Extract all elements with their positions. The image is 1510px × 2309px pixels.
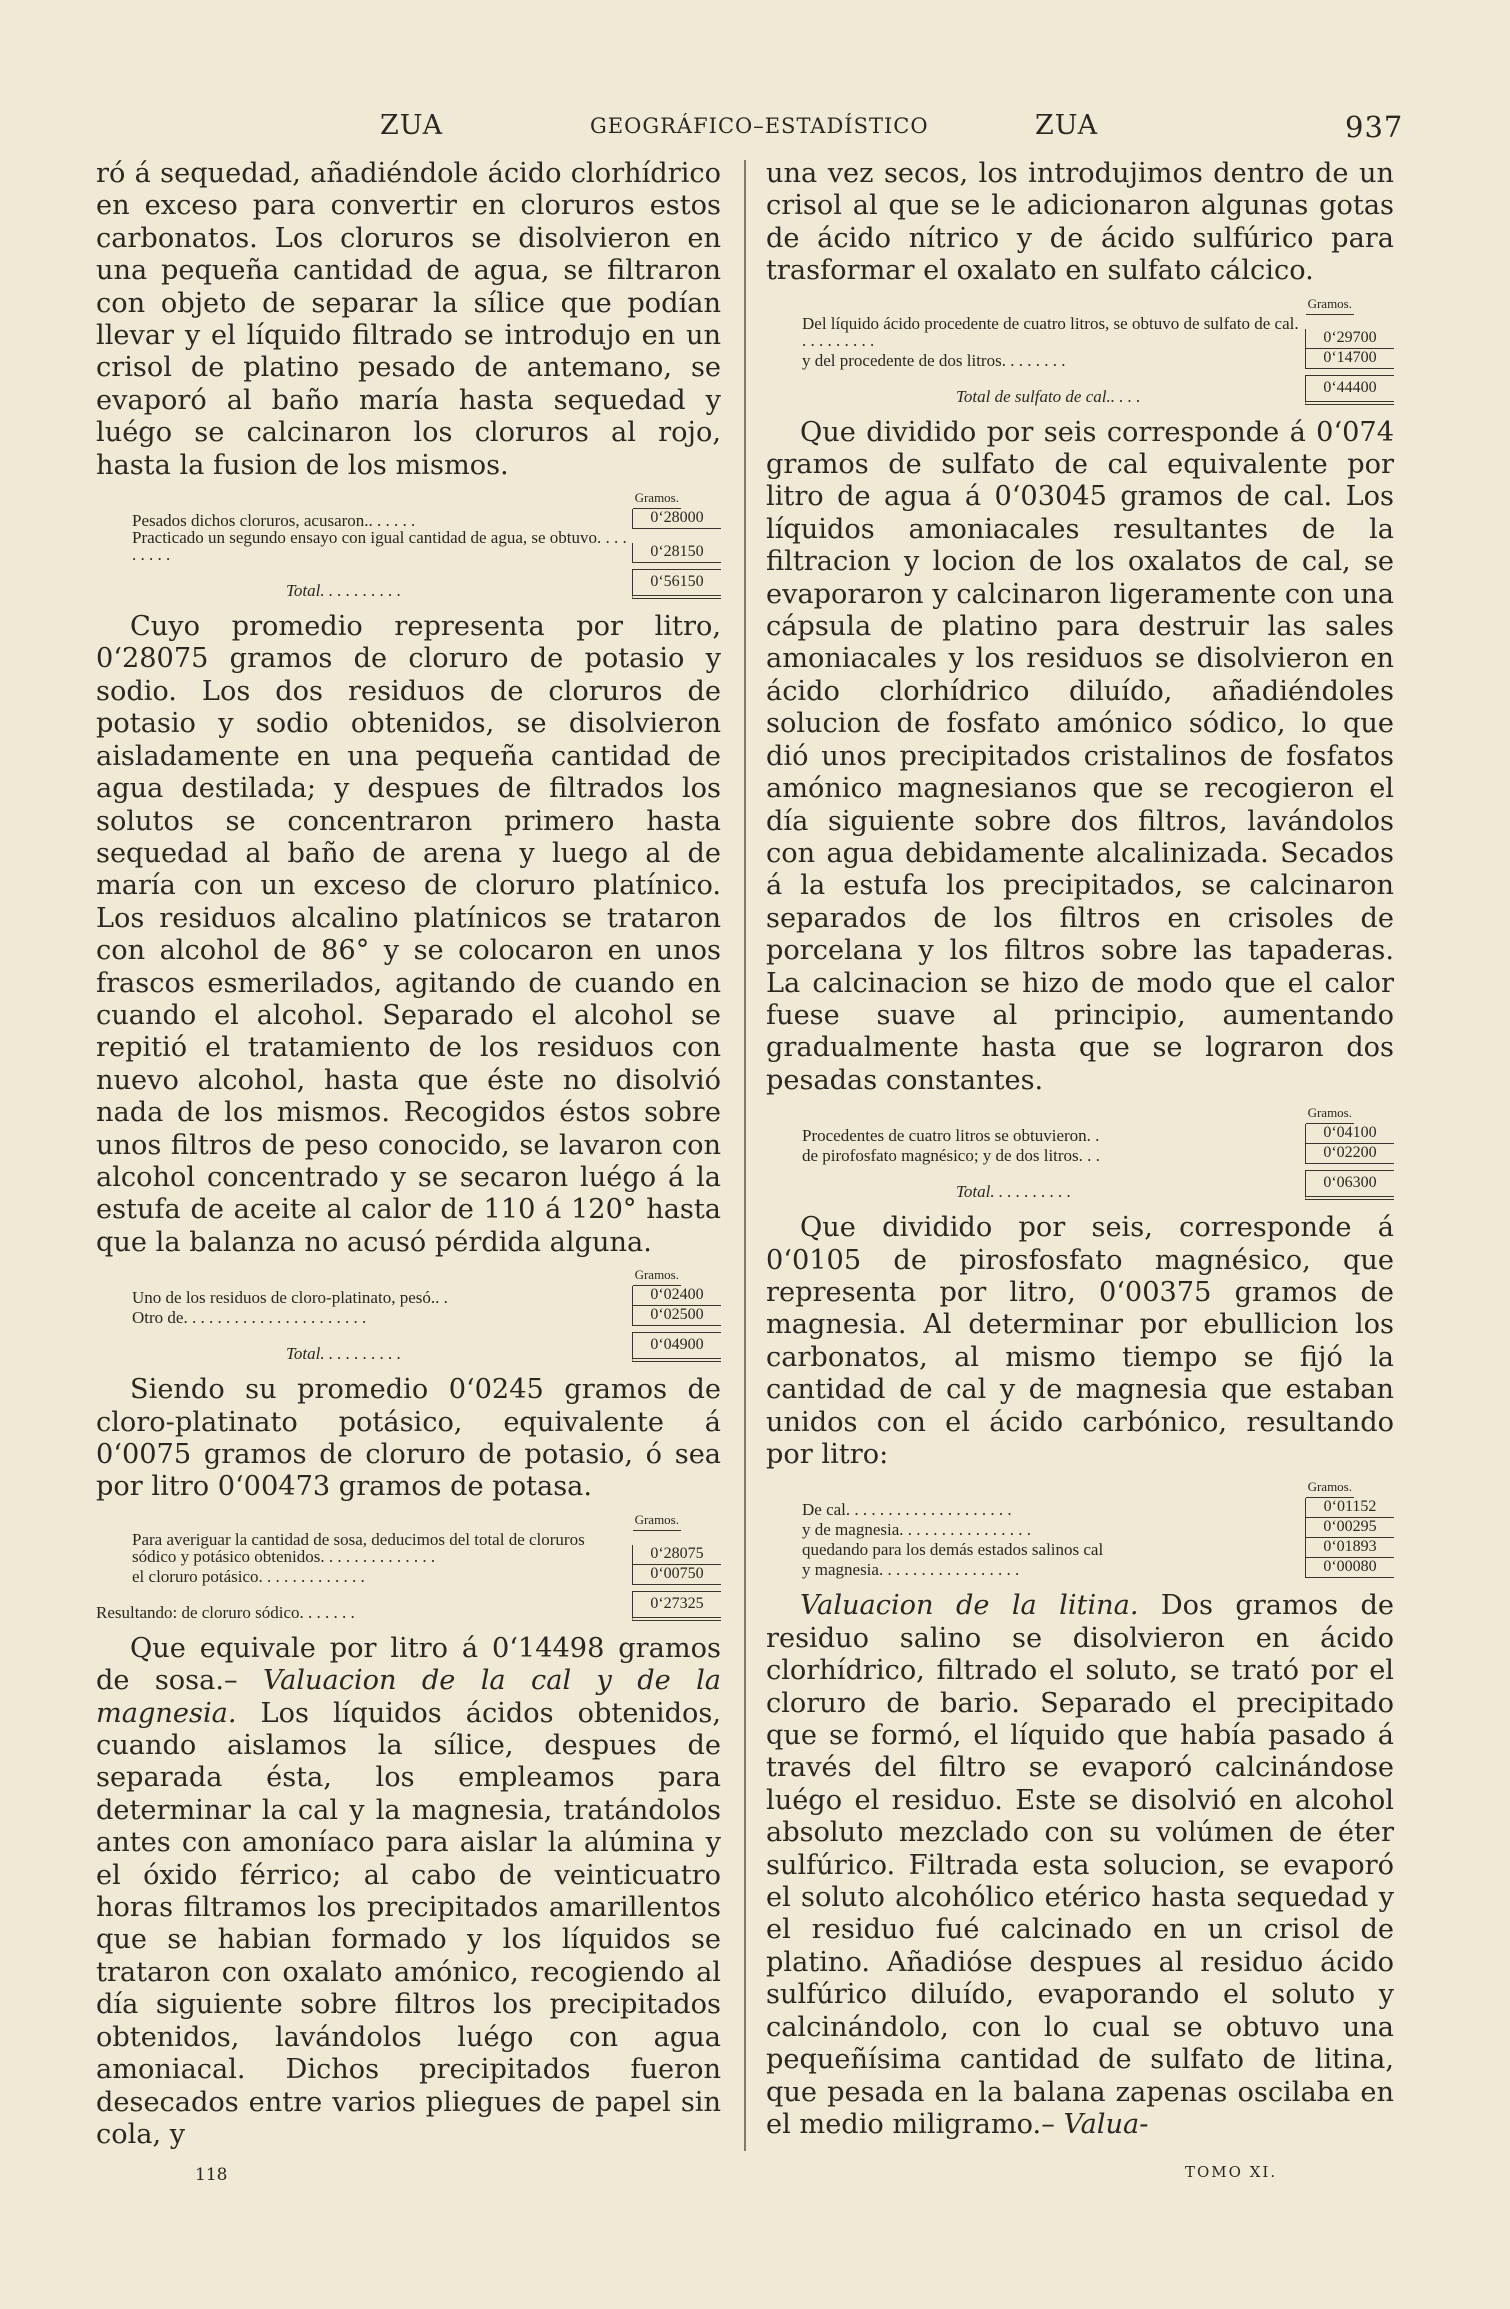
table-row: Procedentes de cuatro litros se obtuvieron. . 0‘04100 [766, 1124, 1394, 1144]
header-center: GEOGRÁFICO–ESTADÍSTICO [590, 114, 929, 138]
section-heading-cal-magnesia: Valuacion de la cal y de la magnesia. [96, 1665, 721, 1729]
table-row: Del líquido ácido procedente de cuatro litros, se obtuvo de sulfato de cal. . . . . . . . . . 0‘29700 [766, 315, 1394, 349]
table-row: Para averiguar la cantidad de sosa, deducimos del total de cloruros sódico y potásico obtenidos. . . . . . . . . . . . . . 0‘28075 [96, 1531, 721, 1565]
table-row: de pirofosfato magnésico; y de dos litros. . . 0‘02200 [766, 1144, 1394, 1164]
unit-header: Gramos. [1306, 1105, 1354, 1124]
table-row: Practicado un segundo ensayo con igual cantidad de agua, se obtuvo. . . . . . . . . 0‘28150 [96, 529, 721, 563]
table-row: quedando para los demás estados salinos cal 0‘01893 [766, 1538, 1394, 1558]
running-header [95, 110, 1404, 150]
right-paragraph-1: una vez secos, los introdujimos dentro de un crisol al que se le adicionaron algunas gotas de ácido nítrico y de ácido sulfúrico para trasformar el oxalato en sulfato cálcico. [766, 158, 1394, 287]
table-carbonates [766, 1479, 1394, 1578]
table-pyrophosphate [766, 1105, 1394, 1200]
left-paragraph-2: Cuyo promedio representa por litro, 0‘28075 gramos de cloruro de potasio y sodio. Los dos residuos de cloruros de potasio y sodio obtenidos, se disolvieron aisladamente en una pequeña cantidad de agua destilada; y despues de filtrados los solutos se concentraron primero hasta sequedad al baño de arena y luego al de maría con un exceso de cloruro platínico. Los residuos alcalino platínicos se trataron con alcohol de 86° y se colocaron en unos frascos esmerilados, agitando de cuando en cuando el alcohol. Separado el alcohol se repitió el tratamiento de los residuos con nuevo alcohol, hasta que éste no disolvió nada de los mismos. Recogidos éstos sobre unos filtros de peso conocido, se lavaron con alcohol concentrado y se secaron luégo á la estufa de aceite al calor de 110 á 120° hasta que la balanza no acusó pérdida alguna. [96, 611, 721, 1258]
table-row: el cloruro potásico. . . . . . . . . . . . . 0‘00750 [96, 1565, 721, 1585]
left-paragraph-3: Siendo su promedio 0‘0245 gramos de cloro-platinato potásico, equivalente á 0‘0075 gramos de cloruro de potasio, ó sea por litro 0‘00473 gramos de potasa. [96, 1374, 721, 1503]
table-total-row: Total. . . . . . . . . . 0‘04900 [96, 1332, 721, 1362]
right-paragraph-2: Que dividido por seis corresponde á 0‘074 gramos de sulfato de cal equivalente por litro de agua á 0‘03045 gramos de cal. Los líquidos amoniacales resultantes de la filtracion y locion de los oxalatos de cal, se evaporaron y calcinaron ligeramente con una cápsula de platino para destruir las sales amoniacales y los residuos se disolvieron en ácido clorhídrico diluído, añadiéndoles solucion de fosfato amónico sódico, lo que dió unos precipitados cristalinos de fosfatos amónico magnesianos que se recogieron el día siguiente sobre dos filtros, lavándolos con agua debidamente alcalinizada. Secados á la estufa los precipitados, se calcinaron separados de los filtros en crisoles de porcelana y los filtros sobre las tapaderas. La calcinacion se hizo de modo que el calor fuese suave al principio, aumentando gradualmente hasta que se lograron dos pesadas constantes. [766, 416, 1394, 1096]
signature-number: 118 [195, 2165, 228, 2185]
page-number: 937 [1345, 110, 1404, 144]
left-column [96, 158, 721, 2151]
unit-header: Gramos. [1306, 1479, 1354, 1498]
left-paragraph-4: Que equivale por litro á 0‘14498 gramos de sosa.– Valuacion de la cal y de la magnesia. Los líquidos ácidos obtenidos, cuando aislamos la sílice, despues de separada ésta, los empleamos para determinar la cal y la magnesia, tratándolos antes con amoníaco para aislar la alúmina y el óxido férrico; al cabo de veinticuatro horas filtramos los precipitados amarillentos que se habian formado y los líquidos se trataron con oxalato amónico, recogiendo al día siguiente sobre filtros los precipitados obtenidos, lavándolos luégo con agua amoniacal. Dichos precipitados fueron desecados entre varios pliegues de papel sin cola, y [96, 1632, 721, 2150]
unit-header: Gramos. [1306, 296, 1354, 315]
table-total-row: Total de sulfato de cal.. . . . 0‘44400 [766, 375, 1394, 405]
table-chlorides [96, 490, 721, 599]
unit-header: Gramos. [633, 1267, 681, 1286]
table-total-row: Total. . . . . . . . . . 0‘06300 [766, 1170, 1394, 1200]
table-soda [96, 1512, 721, 1621]
table-row: De cal. . . . . . . . . . . . . . . . . . . . 0‘01152 [766, 1498, 1394, 1518]
right-column [766, 158, 1394, 2141]
volume-label: TOMO XI. [1185, 2163, 1278, 2181]
left-paragraph-1: ró á sequedad, añadiéndole ácido clorhídrico en exceso para convertir en cloruros estos carbonatos. Los cloruros se disolvieron en una pequeña cantidad de agua, se filtraron con objeto de separar la sílice que podían llevar y el líquido filtrado se introdujo en un crisol de platino pesado de antemano, se evaporó al baño maría hasta sequedad y luégo se calcinaron los cloruros al rojo, hasta la fusion de los mismos. [96, 158, 721, 481]
right-paragraph-3: Que dividido por seis, corresponde á 0‘0105 de pirosfosfato magnésico, que representa por litro, 0‘00375 gramos de magnesia. Al determinar por ebullicion los carbonatos, al mismo tiempo se fijó la cantidad de cal y de magnesia que estaban unidos con el ácido carbónico, resultando por litro: [766, 1212, 1394, 1470]
table-row: y de magnesia. . . . . . . . . . . . . . . . 0‘00295 [766, 1518, 1394, 1538]
table-row: y del procedente de dos litros. . . . . . . . 0‘14700 [766, 349, 1394, 369]
table-row: Uno de los residuos de cloro-platinato, pesó.. . 0‘02400 [96, 1286, 721, 1306]
table-row: y magnesia. . . . . . . . . . . . . . . . . 0‘00080 [766, 1558, 1394, 1578]
table-row: Pesados dichos cloruros, acusaron.. . . . . . 0‘28000 [96, 509, 721, 529]
right-paragraph-4: Valuacion de la litina. Dos gramos de residuo salino se disolvieron en ácido clorhídrico, filtrado el soluto, se trató por el cloruro de bario. Separado el precipitado que se formó, el líquido que había pasado á través del filtro se evaporó calcinándose luégo el residuo. Este se disolvió en alcohol absoluto mezclado con su volúmen de éter sulfúrico. Filtrada esta solucion, se evaporó el soluto alcohólico etérico hasta sequedad y el residuo fué calcinado en un crisol de platino. Añadióse despues al residuo ácido sulfúrico diluído, evaporando el soluto y calcinándolo, con lo cual se obtuvo una pequeñísima cantidad de sulfato de litina, que pesada en la balana zapenas oscilaba en el medio miligramo.– Valua- [766, 1590, 1394, 2140]
table-chloroplatinate [96, 1267, 721, 1362]
unit-header: Gramos. [633, 1512, 681, 1531]
table-total-row: Resultando: de cloruro sódico. . . . . . . 0‘27325 [96, 1591, 721, 1621]
header-left: ZUA [380, 110, 444, 141]
table-sulfate [766, 296, 1394, 405]
header-right: ZUA [1035, 110, 1099, 141]
column-divider [744, 160, 746, 2151]
section-heading-litina: Valuacion de la litina. [800, 1590, 1139, 1622]
unit-header: Gramos. [633, 490, 681, 509]
table-row: Otro de. . . . . . . . . . . . . . . . . . . . . . 0‘02500 [96, 1306, 721, 1326]
table-total-row: Total. . . . . . . . . . 0‘56150 [96, 569, 721, 599]
